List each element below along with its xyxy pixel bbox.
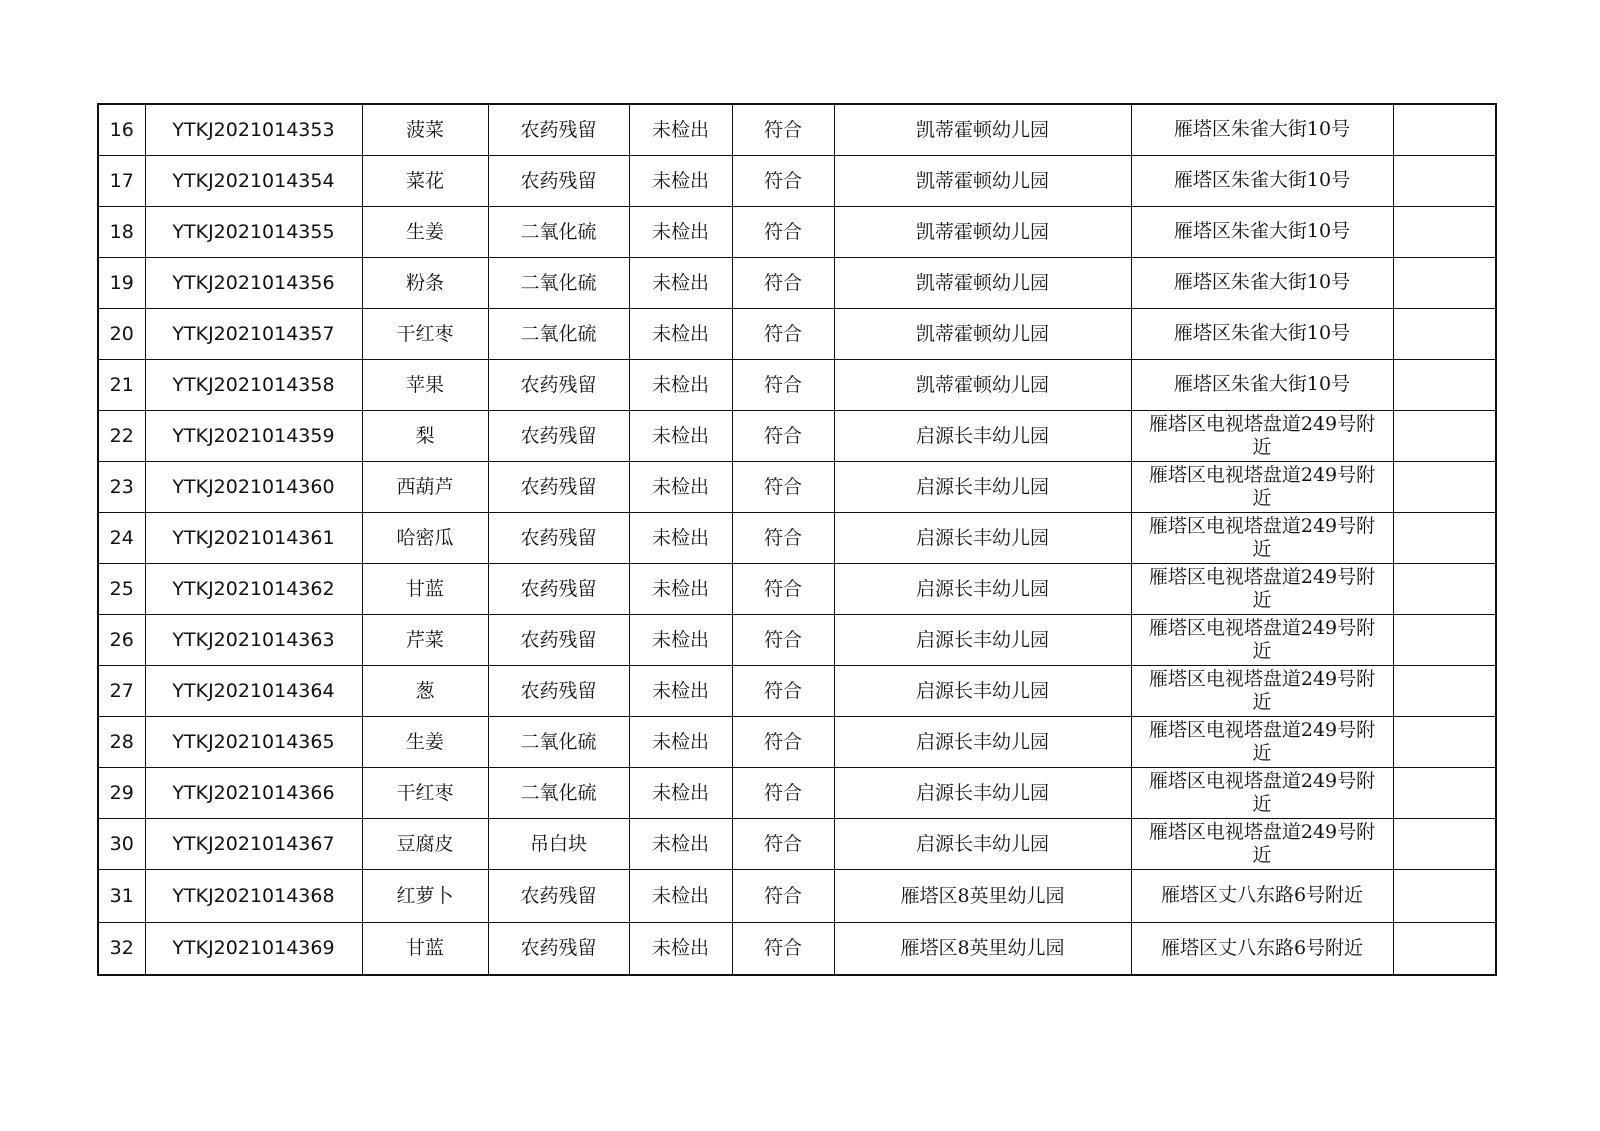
test-item-cell: 农药残留 <box>488 359 629 410</box>
unit-address-cell: 雁塔区电视塔盘道249号附近 <box>1131 767 1393 818</box>
sample-name-cell: 干红枣 <box>362 767 488 818</box>
test-result-cell: 未检出 <box>629 665 732 716</box>
test-item-cell: 农药残留 <box>488 461 629 512</box>
sampled-unit-cell: 凯蒂霍顿幼儿园 <box>834 359 1131 410</box>
test-result-cell: 未检出 <box>629 308 732 359</box>
sample-code-cell: YTKJ2021014368 <box>145 869 362 922</box>
table-row <box>98 767 1496 818</box>
sample-code-cell: YTKJ2021014362 <box>145 563 362 614</box>
unit-address-cell: 雁塔区朱雀大街10号 <box>1131 257 1393 308</box>
sample-code-cell: YTKJ2021014354 <box>145 155 362 206</box>
test-item-cell: 农药残留 <box>488 869 629 922</box>
table-row <box>98 614 1496 665</box>
unit-address-cell: 雁塔区电视塔盘道249号附近 <box>1131 614 1393 665</box>
sample-code-cell: YTKJ2021014360 <box>145 461 362 512</box>
sample-name-cell: 生姜 <box>362 206 488 257</box>
test-item-cell: 二氧化硫 <box>488 257 629 308</box>
sample-code-cell: YTKJ2021014357 <box>145 308 362 359</box>
sample-name-cell: 葱 <box>362 665 488 716</box>
row-number-cell: 22 <box>98 410 145 461</box>
sample-name-cell: 甘蓝 <box>362 922 488 975</box>
test-item-cell: 农药残留 <box>488 922 629 975</box>
remark-cell <box>1393 614 1496 665</box>
unit-address-cell: 雁塔区丈八东路6号附近 <box>1131 922 1393 975</box>
sample-name-cell: 哈密瓜 <box>362 512 488 563</box>
row-number-cell: 31 <box>98 869 145 922</box>
sampled-unit-cell: 启源长丰幼儿园 <box>834 461 1131 512</box>
remark-cell <box>1393 410 1496 461</box>
verdict-cell: 符合 <box>732 155 834 206</box>
test-result-cell: 未检出 <box>629 104 732 155</box>
table-body <box>98 104 1496 975</box>
row-number-cell: 30 <box>98 818 145 869</box>
test-result-cell: 未检出 <box>629 716 732 767</box>
verdict-cell: 符合 <box>732 922 834 975</box>
table-row <box>98 206 1496 257</box>
remark-cell <box>1393 257 1496 308</box>
sampled-unit-cell: 启源长丰幼儿园 <box>834 716 1131 767</box>
sample-code-cell: YTKJ2021014365 <box>145 716 362 767</box>
verdict-cell: 符合 <box>732 563 834 614</box>
sample-code-cell: YTKJ2021014361 <box>145 512 362 563</box>
row-number-cell: 21 <box>98 359 145 410</box>
row-number-cell: 29 <box>98 767 145 818</box>
table-row <box>98 665 1496 716</box>
test-item-cell: 二氧化硫 <box>488 206 629 257</box>
sampled-unit-cell: 启源长丰幼儿园 <box>834 410 1131 461</box>
sampled-unit-cell: 凯蒂霍顿幼儿园 <box>834 104 1131 155</box>
sampled-unit-cell: 启源长丰幼儿园 <box>834 665 1131 716</box>
sample-code-cell: YTKJ2021014353 <box>145 104 362 155</box>
sample-name-cell: 苹果 <box>362 359 488 410</box>
sampled-unit-cell: 启源长丰幼儿园 <box>834 767 1131 818</box>
unit-address-cell: 雁塔区电视塔盘道249号附近 <box>1131 410 1393 461</box>
remark-cell <box>1393 767 1496 818</box>
test-result-cell: 未检出 <box>629 767 732 818</box>
unit-address-cell: 雁塔区朱雀大街10号 <box>1131 359 1393 410</box>
inspection-results-table <box>97 103 1497 976</box>
sample-name-cell: 干红枣 <box>362 308 488 359</box>
sample-code-cell: YTKJ2021014369 <box>145 922 362 975</box>
test-result-cell: 未检出 <box>629 359 732 410</box>
sample-name-cell: 豆腐皮 <box>362 818 488 869</box>
sampled-unit-cell: 凯蒂霍顿幼儿园 <box>834 257 1131 308</box>
test-item-cell: 农药残留 <box>488 104 629 155</box>
sampled-unit-cell: 凯蒂霍顿幼儿园 <box>834 308 1131 359</box>
sample-code-cell: YTKJ2021014355 <box>145 206 362 257</box>
unit-address-cell: 雁塔区朱雀大街10号 <box>1131 155 1393 206</box>
remark-cell <box>1393 563 1496 614</box>
verdict-cell: 符合 <box>732 614 834 665</box>
table-row <box>98 869 1496 922</box>
sampled-unit-cell: 雁塔区8英里幼儿园 <box>834 922 1131 975</box>
sampled-unit-cell: 启源长丰幼儿园 <box>834 614 1131 665</box>
sampled-unit-cell: 凯蒂霍顿幼儿园 <box>834 155 1131 206</box>
verdict-cell: 符合 <box>732 716 834 767</box>
verdict-cell: 符合 <box>732 818 834 869</box>
table-row <box>98 410 1496 461</box>
sampled-unit-cell: 雁塔区8英里幼儿园 <box>834 869 1131 922</box>
sample-code-cell: YTKJ2021014356 <box>145 257 362 308</box>
sample-name-cell: 菠菜 <box>362 104 488 155</box>
sample-name-cell: 生姜 <box>362 716 488 767</box>
table-row <box>98 104 1496 155</box>
row-number-cell: 25 <box>98 563 145 614</box>
sample-name-cell: 粉条 <box>362 257 488 308</box>
verdict-cell: 符合 <box>732 359 834 410</box>
unit-address-cell: 雁塔区朱雀大街10号 <box>1131 308 1393 359</box>
test-item-cell: 农药残留 <box>488 512 629 563</box>
test-item-cell: 二氧化硫 <box>488 716 629 767</box>
test-result-cell: 未检出 <box>629 512 732 563</box>
row-number-cell: 27 <box>98 665 145 716</box>
table-row <box>98 257 1496 308</box>
test-result-cell: 未检出 <box>629 206 732 257</box>
remark-cell <box>1393 922 1496 975</box>
row-number-cell: 20 <box>98 308 145 359</box>
sample-name-cell: 梨 <box>362 410 488 461</box>
table-row <box>98 512 1496 563</box>
sample-name-cell: 芹菜 <box>362 614 488 665</box>
sample-name-cell: 红萝卜 <box>362 869 488 922</box>
remark-cell <box>1393 206 1496 257</box>
remark-cell <box>1393 155 1496 206</box>
table-row <box>98 716 1496 767</box>
sample-code-cell: YTKJ2021014366 <box>145 767 362 818</box>
remark-cell <box>1393 512 1496 563</box>
verdict-cell: 符合 <box>732 257 834 308</box>
remark-cell <box>1393 104 1496 155</box>
test-result-cell: 未检出 <box>629 461 732 512</box>
unit-address-cell: 雁塔区朱雀大街10号 <box>1131 206 1393 257</box>
row-number-cell: 16 <box>98 104 145 155</box>
verdict-cell: 符合 <box>732 665 834 716</box>
unit-address-cell: 雁塔区丈八东路6号附近 <box>1131 869 1393 922</box>
sampled-unit-cell: 启源长丰幼儿园 <box>834 512 1131 563</box>
unit-address-cell: 雁塔区电视塔盘道249号附近 <box>1131 665 1393 716</box>
test-item-cell: 农药残留 <box>488 155 629 206</box>
test-result-cell: 未检出 <box>629 257 732 308</box>
test-result-cell: 未检出 <box>629 563 732 614</box>
row-number-cell: 18 <box>98 206 145 257</box>
row-number-cell: 26 <box>98 614 145 665</box>
verdict-cell: 符合 <box>732 767 834 818</box>
test-result-cell: 未检出 <box>629 869 732 922</box>
test-item-cell: 二氧化硫 <box>488 308 629 359</box>
remark-cell <box>1393 869 1496 922</box>
remark-cell <box>1393 359 1496 410</box>
sampled-unit-cell: 启源长丰幼儿园 <box>834 818 1131 869</box>
table-row <box>98 818 1496 869</box>
row-number-cell: 32 <box>98 922 145 975</box>
unit-address-cell: 雁塔区电视塔盘道249号附近 <box>1131 716 1393 767</box>
sample-name-cell: 甘蓝 <box>362 563 488 614</box>
test-result-cell: 未检出 <box>629 818 732 869</box>
sample-code-cell: YTKJ2021014364 <box>145 665 362 716</box>
sample-code-cell: YTKJ2021014359 <box>145 410 362 461</box>
remark-cell <box>1393 818 1496 869</box>
verdict-cell: 符合 <box>732 461 834 512</box>
remark-cell <box>1393 665 1496 716</box>
sample-name-cell: 菜花 <box>362 155 488 206</box>
table-row <box>98 359 1496 410</box>
row-number-cell: 28 <box>98 716 145 767</box>
unit-address-cell: 雁塔区电视塔盘道249号附近 <box>1131 563 1393 614</box>
table-row <box>98 461 1496 512</box>
sample-code-cell: YTKJ2021014367 <box>145 818 362 869</box>
unit-address-cell: 雁塔区电视塔盘道249号附近 <box>1131 818 1393 869</box>
table-row <box>98 155 1496 206</box>
table-row <box>98 922 1496 975</box>
test-item-cell: 二氧化硫 <box>488 767 629 818</box>
verdict-cell: 符合 <box>732 104 834 155</box>
test-result-cell: 未检出 <box>629 922 732 975</box>
test-result-cell: 未检出 <box>629 614 732 665</box>
sample-name-cell: 西葫芦 <box>362 461 488 512</box>
table-row <box>98 563 1496 614</box>
test-item-cell: 农药残留 <box>488 563 629 614</box>
table-row <box>98 308 1496 359</box>
verdict-cell: 符合 <box>732 410 834 461</box>
row-number-cell: 23 <box>98 461 145 512</box>
row-number-cell: 17 <box>98 155 145 206</box>
remark-cell <box>1393 308 1496 359</box>
row-number-cell: 19 <box>98 257 145 308</box>
sample-code-cell: YTKJ2021014358 <box>145 359 362 410</box>
verdict-cell: 符合 <box>732 512 834 563</box>
verdict-cell: 符合 <box>732 869 834 922</box>
remark-cell <box>1393 716 1496 767</box>
verdict-cell: 符合 <box>732 308 834 359</box>
unit-address-cell: 雁塔区朱雀大街10号 <box>1131 104 1393 155</box>
test-result-cell: 未检出 <box>629 410 732 461</box>
test-item-cell: 农药残留 <box>488 614 629 665</box>
test-result-cell: 未检出 <box>629 155 732 206</box>
row-number-cell: 24 <box>98 512 145 563</box>
test-item-cell: 农药残留 <box>488 410 629 461</box>
unit-address-cell: 雁塔区电视塔盘道249号附近 <box>1131 461 1393 512</box>
verdict-cell: 符合 <box>732 206 834 257</box>
sample-code-cell: YTKJ2021014363 <box>145 614 362 665</box>
test-item-cell: 农药残留 <box>488 665 629 716</box>
remark-cell <box>1393 461 1496 512</box>
unit-address-cell: 雁塔区电视塔盘道249号附近 <box>1131 512 1393 563</box>
test-item-cell: 吊白块 <box>488 818 629 869</box>
sampled-unit-cell: 凯蒂霍顿幼儿园 <box>834 206 1131 257</box>
sampled-unit-cell: 启源长丰幼儿园 <box>834 563 1131 614</box>
